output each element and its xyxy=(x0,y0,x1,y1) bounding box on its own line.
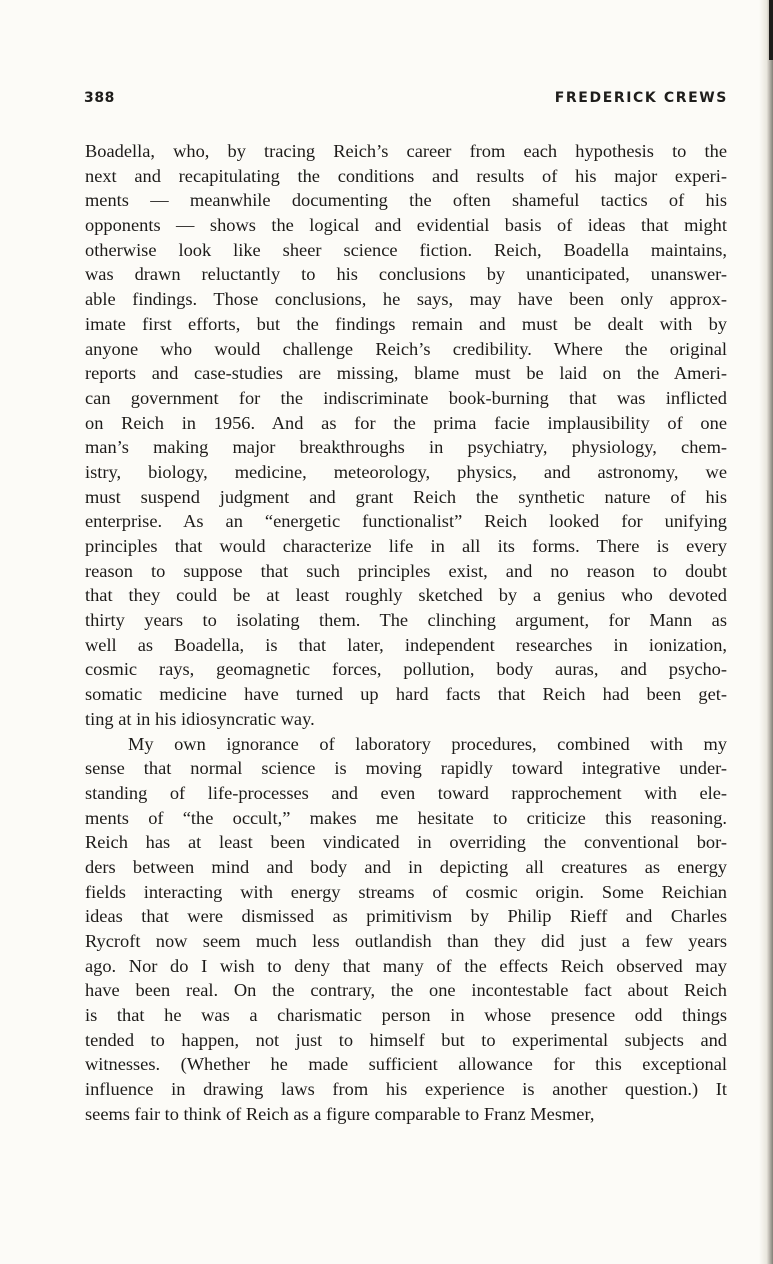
text-line: next and recapitulating the conditions and results of his major experi- xyxy=(85,165,727,186)
text-line: ders between mind and body and in depicting all creatures as energy xyxy=(85,856,727,877)
text-line: ago. Nor do I wish to deny that many of the effects Reich observed may xyxy=(85,955,727,976)
paragraph xyxy=(85,139,727,732)
text-line: was drawn reluctantly to his conclusions by unanticipated, unanswer- xyxy=(85,264,727,285)
paragraph xyxy=(85,732,727,1127)
text-line: well as Boadella, is that later, independent researches in ionization, xyxy=(85,634,727,655)
text-line: have been real. On the contrary, the one incontestable fact about Reich xyxy=(85,980,727,1001)
text-line: ideas that were dismissed as primitivism by Philip Rieff and Charles xyxy=(85,906,727,927)
text-line: that they could be at least roughly sketched by a genius who devoted xyxy=(85,585,727,606)
page-header xyxy=(84,90,728,110)
text-line: reports and case-studies are missing, blame must be laid on the Ameri- xyxy=(85,363,727,384)
running-head: FREDERICK CREWS xyxy=(554,90,728,106)
text-line: cosmic rays, geomagnetic forces, pollution, body auras, and psycho- xyxy=(85,659,727,680)
text-line: thirty years to isolating them. The clinching argument, for Mann as xyxy=(85,610,727,631)
text-line: istry, biology, medicine, meteorology, physics, and astronomy, we xyxy=(85,461,727,482)
text-line: must suspend judgment and grant Reich the synthetic nature of his xyxy=(85,486,727,507)
text-line: on Reich in 1956. And as for the prima facie implausibility of one xyxy=(85,412,727,433)
text-line: can government for the indiscriminate book-burning that was inflicted xyxy=(85,387,727,408)
text-line: reason to suppose that such principles exist, and no reason to doubt xyxy=(85,560,727,581)
text-line: ments of “the occult,” makes me hesitate to criticize this reasoning. xyxy=(85,807,727,828)
text-line: somatic medicine have turned up hard facts that Reich had been get- xyxy=(85,684,727,705)
page-number: 388 xyxy=(84,90,116,106)
text-line: My own ignorance of laboratory procedures, combined with my xyxy=(128,733,727,754)
text-line: man’s making major breakthroughs in psychiatry, physiology, chem- xyxy=(85,437,727,458)
text-line: fields interacting with energy streams of cosmic origin. Some Reichian xyxy=(85,881,727,902)
text-line: Boadella, who, by tracing Reich’s career from each hypothesis to the xyxy=(85,141,727,161)
text-line: witnesses. (Whether he made sufficient allowance for this exceptional xyxy=(85,1054,727,1075)
text-line: Rycroft now seem much less outlandish than they did just a few years xyxy=(85,931,727,951)
text-line: is that he was a charismatic person in whose presence odd things xyxy=(85,1005,727,1026)
text-line: ments — meanwhile documenting the often shameful tactics of his xyxy=(85,190,727,211)
page-edge-mark xyxy=(769,0,773,60)
text-line: imate first efforts, but the findings remain and must be dealt with by xyxy=(85,313,727,334)
text-line: sense that normal science is moving rapidly toward integrative under- xyxy=(85,758,727,779)
body-text xyxy=(85,139,727,1127)
text-line: able findings. Those conclusions, he says, may have been only approx- xyxy=(85,289,727,310)
text-line: principles that would characterize life in all its forms. There is every xyxy=(85,536,727,556)
text-line: standing of life-processes and even toward rapprochement with ele- xyxy=(85,782,727,803)
text-line: opponents — shows the logical and evidential basis of ideas that might xyxy=(85,215,727,236)
text-line: otherwise look like sheer science fiction. Reich, Boadella maintains, xyxy=(85,239,727,260)
text-line: seems fair to think of Reich as a figure comparable to Franz Mesmer, xyxy=(85,1103,595,1124)
page-edge-shadow xyxy=(759,0,773,1264)
text-line: tended to happen, not just to himself but to experimental subjects and xyxy=(85,1029,727,1050)
text-line: influence in drawing laws from his experience is another question.) It xyxy=(85,1079,727,1100)
text-line: anyone who would challenge Reich’s credibility. Where the original xyxy=(85,338,727,359)
text-line: enterprise. As an “energetic functionalist” Reich looked for unifying xyxy=(85,511,727,532)
text-line: Reich has at least been vindicated in overriding the conventional bor- xyxy=(85,832,727,853)
text-line: ting at in his idiosyncratic way. xyxy=(85,708,315,729)
